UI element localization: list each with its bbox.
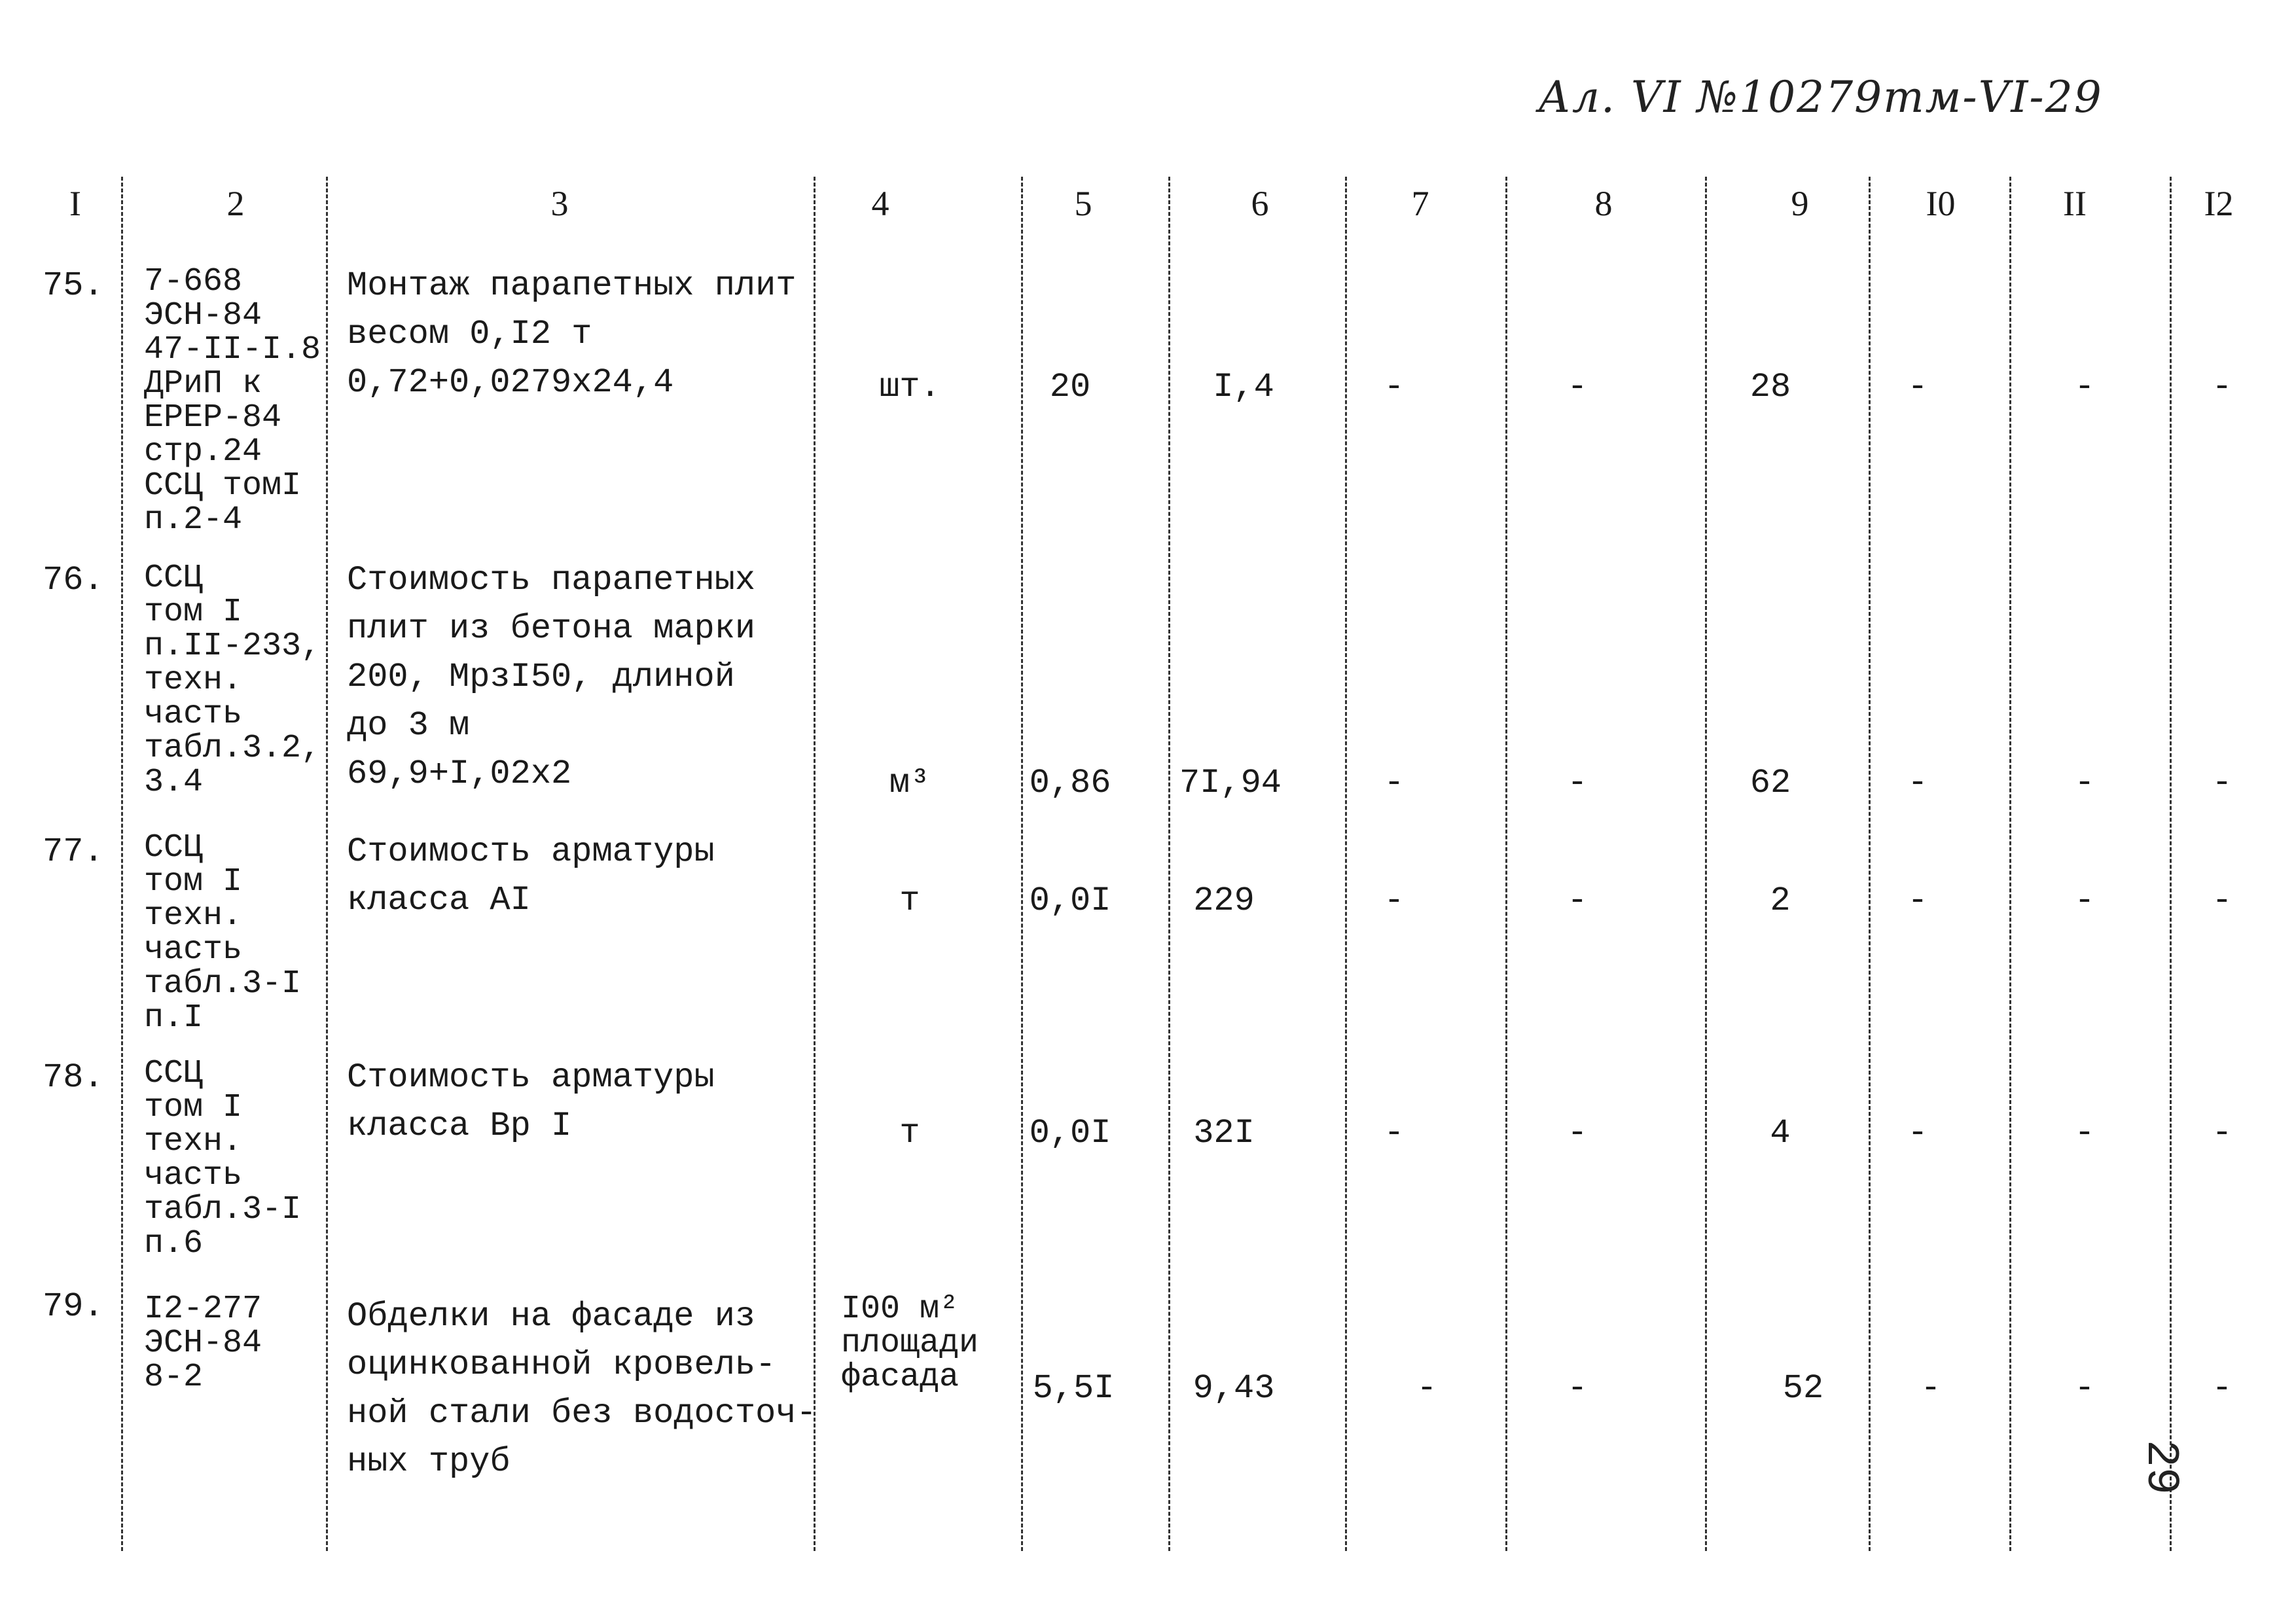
row-col9: 62	[1749, 764, 1791, 802]
row-description: Стоимость арматуры класса АI	[347, 832, 715, 919]
column-header: 4	[871, 184, 889, 223]
row-source: 7-668 ЭСН-84 47-II-I.8 ДРиП к ЕРЕР-84 стр.24 ССЦ томI п.2-4	[144, 263, 321, 539]
column-divider	[326, 177, 328, 1551]
row-col5: 0,86	[1029, 764, 1111, 802]
row-col11: -	[2074, 882, 2095, 920]
row-col7: -	[1384, 882, 1405, 920]
row-description: Стоимость арматуры класса Вр I	[347, 1058, 715, 1145]
row-col12: -	[2212, 1369, 2233, 1408]
row-col8: -	[1567, 1114, 1588, 1152]
row-col7: -	[1384, 368, 1405, 406]
row-source: ССЦ том I техн. часть табл.3-I п.I	[144, 829, 302, 1037]
row-col8: -	[1567, 882, 1588, 920]
row-col10: -	[1907, 1114, 1928, 1152]
row-col12: -	[2212, 882, 2233, 920]
row-col7: -	[1384, 1114, 1405, 1152]
page-number: 29	[2134, 1440, 2186, 1495]
row-col6: 229	[1193, 882, 1255, 920]
row-col10: -	[1907, 882, 1928, 920]
row-number: 78.	[43, 1058, 104, 1097]
column-header: I2	[2204, 184, 2234, 223]
column-header: 3	[550, 184, 569, 223]
column-divider	[1705, 177, 1707, 1551]
row-description: Монтаж парапетных плит весом 0,I2 т 0,72+0,0279х24,4	[347, 266, 797, 402]
row-col8: -	[1567, 1369, 1588, 1408]
column-header: 5	[1074, 184, 1092, 223]
row-col7: -	[1384, 764, 1405, 802]
row-col8: -	[1567, 764, 1588, 802]
column-header: I0	[1926, 184, 1956, 223]
row-col11: -	[2074, 1114, 2095, 1152]
column-divider	[2170, 177, 2172, 1551]
column-divider	[1505, 177, 1507, 1551]
row-col8: -	[1567, 368, 1588, 406]
column-divider	[1869, 177, 1871, 1551]
row-number: 75.	[43, 266, 104, 305]
row-col12: -	[2212, 1114, 2233, 1152]
row-col5: 20	[1049, 368, 1091, 406]
row-col6: I,4	[1213, 368, 1274, 406]
row-source: ССЦ том I техн. часть табл.3-I п.6	[144, 1055, 302, 1262]
row-number: 79.	[43, 1287, 104, 1326]
row-col5: 0,0I	[1029, 882, 1111, 920]
row-col5: 5,5I	[1032, 1369, 1115, 1408]
row-col6: 9,43	[1193, 1369, 1275, 1408]
row-source: ССЦ том I п.II-233, техн. часть табл.3.2, 3.4	[144, 560, 321, 801]
column-header: 6	[1251, 184, 1269, 223]
row-col11: -	[2074, 764, 2095, 802]
row-col11: -	[2074, 1369, 2095, 1408]
row-description: Стоимость парапетных плит из бетона марки 200, МрзI50, длиной до 3 м 69,9+I,02х2	[347, 561, 756, 793]
row-description: Обделки на фасаде из оцинкованной кровель- ной стали без водосточ- ных труб	[347, 1297, 817, 1481]
row-col9: 52	[1782, 1369, 1824, 1408]
row-col12: -	[2212, 764, 2233, 802]
row-unit: т	[899, 1114, 920, 1152]
row-col5: 0,0I	[1029, 1114, 1111, 1152]
column-divider	[121, 177, 123, 1551]
column-header: II	[2063, 184, 2087, 223]
column-divider	[1168, 177, 1170, 1551]
document-reference: Ал. VI №10279тм-VI-29	[1538, 72, 2103, 122]
row-col9: 4	[1770, 1114, 1791, 1152]
column-header: 8	[1594, 184, 1613, 223]
row-unit: шт.	[879, 368, 941, 406]
row-col9: 2	[1770, 882, 1791, 920]
row-col10: -	[1920, 1369, 1941, 1408]
row-col6: 32I	[1193, 1114, 1255, 1152]
row-col10: -	[1907, 368, 1928, 406]
row-number: 77.	[43, 832, 104, 871]
row-col12: -	[2212, 368, 2233, 406]
row-col7: -	[1416, 1369, 1437, 1408]
row-col10: -	[1907, 764, 1928, 802]
row-col6: 7I,94	[1179, 764, 1282, 802]
column-divider	[1345, 177, 1347, 1551]
column-header: 7	[1411, 184, 1429, 223]
column-divider	[2009, 177, 2011, 1551]
row-col11: -	[2074, 368, 2095, 406]
row-unit: I00 м² площади фасада	[841, 1291, 979, 1396]
row-unit: м³	[889, 764, 931, 802]
row-col9: 28	[1749, 368, 1791, 406]
column-header: 2	[226, 184, 245, 223]
column-header: 9	[1791, 184, 1809, 223]
row-source: I2-277 ЭСН-84 8-2	[144, 1291, 262, 1396]
row-number: 76.	[43, 561, 104, 599]
row-unit: т	[899, 882, 920, 920]
column-header: I	[69, 184, 81, 223]
